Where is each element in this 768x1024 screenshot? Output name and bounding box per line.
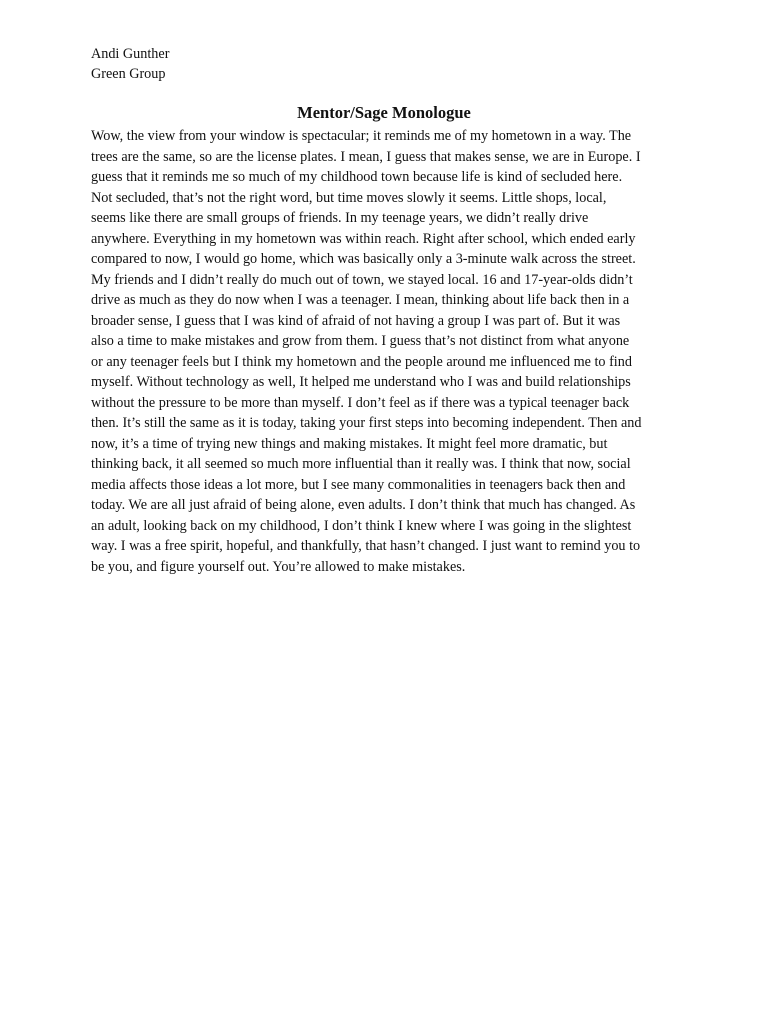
body-line: myself. Without technology as well, It helped me understand who I was and build relationships — [91, 374, 631, 390]
body-line: be you, and figure yourself out. You’re allowed to make mistakes. — [91, 558, 466, 575]
body-line: anywhere. Everything in my hometown was within reach. Right after school, which ended early — [91, 230, 636, 247]
body-line: Not secluded, that’s not the right word, but time moves slowly it seems. Little shops, local, — [91, 189, 607, 206]
body-line: or any teenager feels but I think my hometown and the people around me influenced me to find — [91, 353, 632, 370]
header-block — [91, 45, 169, 84]
body-line: guess that it reminds me so much of my childhood town because life is kind of secluded here. — [91, 169, 623, 185]
body-line: an adult, looking back on my childhood, I don’t think I knew where I was going in the slightest — [91, 517, 632, 534]
body-line: now, it’s a time of trying new things and making mistakes. It might feel more dramatic, but — [91, 435, 608, 452]
body-line: compared to now, I would go home, which was basically only a 3-minute walk across the street. — [91, 251, 636, 267]
document-title: Mentor/Sage Monologue — [297, 103, 471, 122]
body-line: trees are the same, so are the license plates. I mean, I guess that makes sense, we are in Europe. I — [91, 148, 641, 165]
body-line: without the pressure to be more than myself. I don’t feel as if there was a typical teenager back — [91, 394, 630, 411]
body-line: drive as much as they do now when I was a teenager. I mean, thinking about life back then in a — [91, 292, 630, 308]
body-line: also a time to make mistakes and grow from them. I guess that’s not distinct from what anyone — [91, 333, 630, 349]
body-line: My friends and I didn’t really do much out of town, we stayed local. 16 and 17-year-olds didn’t — [91, 271, 633, 288]
body-line: seems like there are small groups of friends. In my teenage years, we didn’t really drive — [91, 210, 589, 226]
group-name: Green Group — [91, 65, 166, 82]
author-name: Andi Gunther — [91, 46, 170, 62]
body-line: today. We are all just afraid of being alone, even adults. I don’t think that much has changed. As — [91, 497, 636, 513]
body-line: broader sense, I guess that I was kind of afraid of not having a group I was part of. But it was — [91, 312, 621, 329]
body-line: way. I was a free spirit, hopeful, and thankfully, that hasn’t changed. I just want to remind you to — [91, 538, 641, 554]
body-line: Wow, the view from your window is spectacular; it reminds me of my hometown in a way. The — [91, 128, 632, 144]
body-line: then. It’s still the same as it is today, taking your first steps into becoming independent. Then and — [91, 415, 642, 431]
body-line: thinking back, it all seemed so much more influential than it really was. I think that now, social — [91, 456, 631, 472]
body-line: media affects those ideas a lot more, but I see many commonalities in teenagers back then and — [91, 476, 626, 493]
monologue-body — [91, 126, 691, 577]
